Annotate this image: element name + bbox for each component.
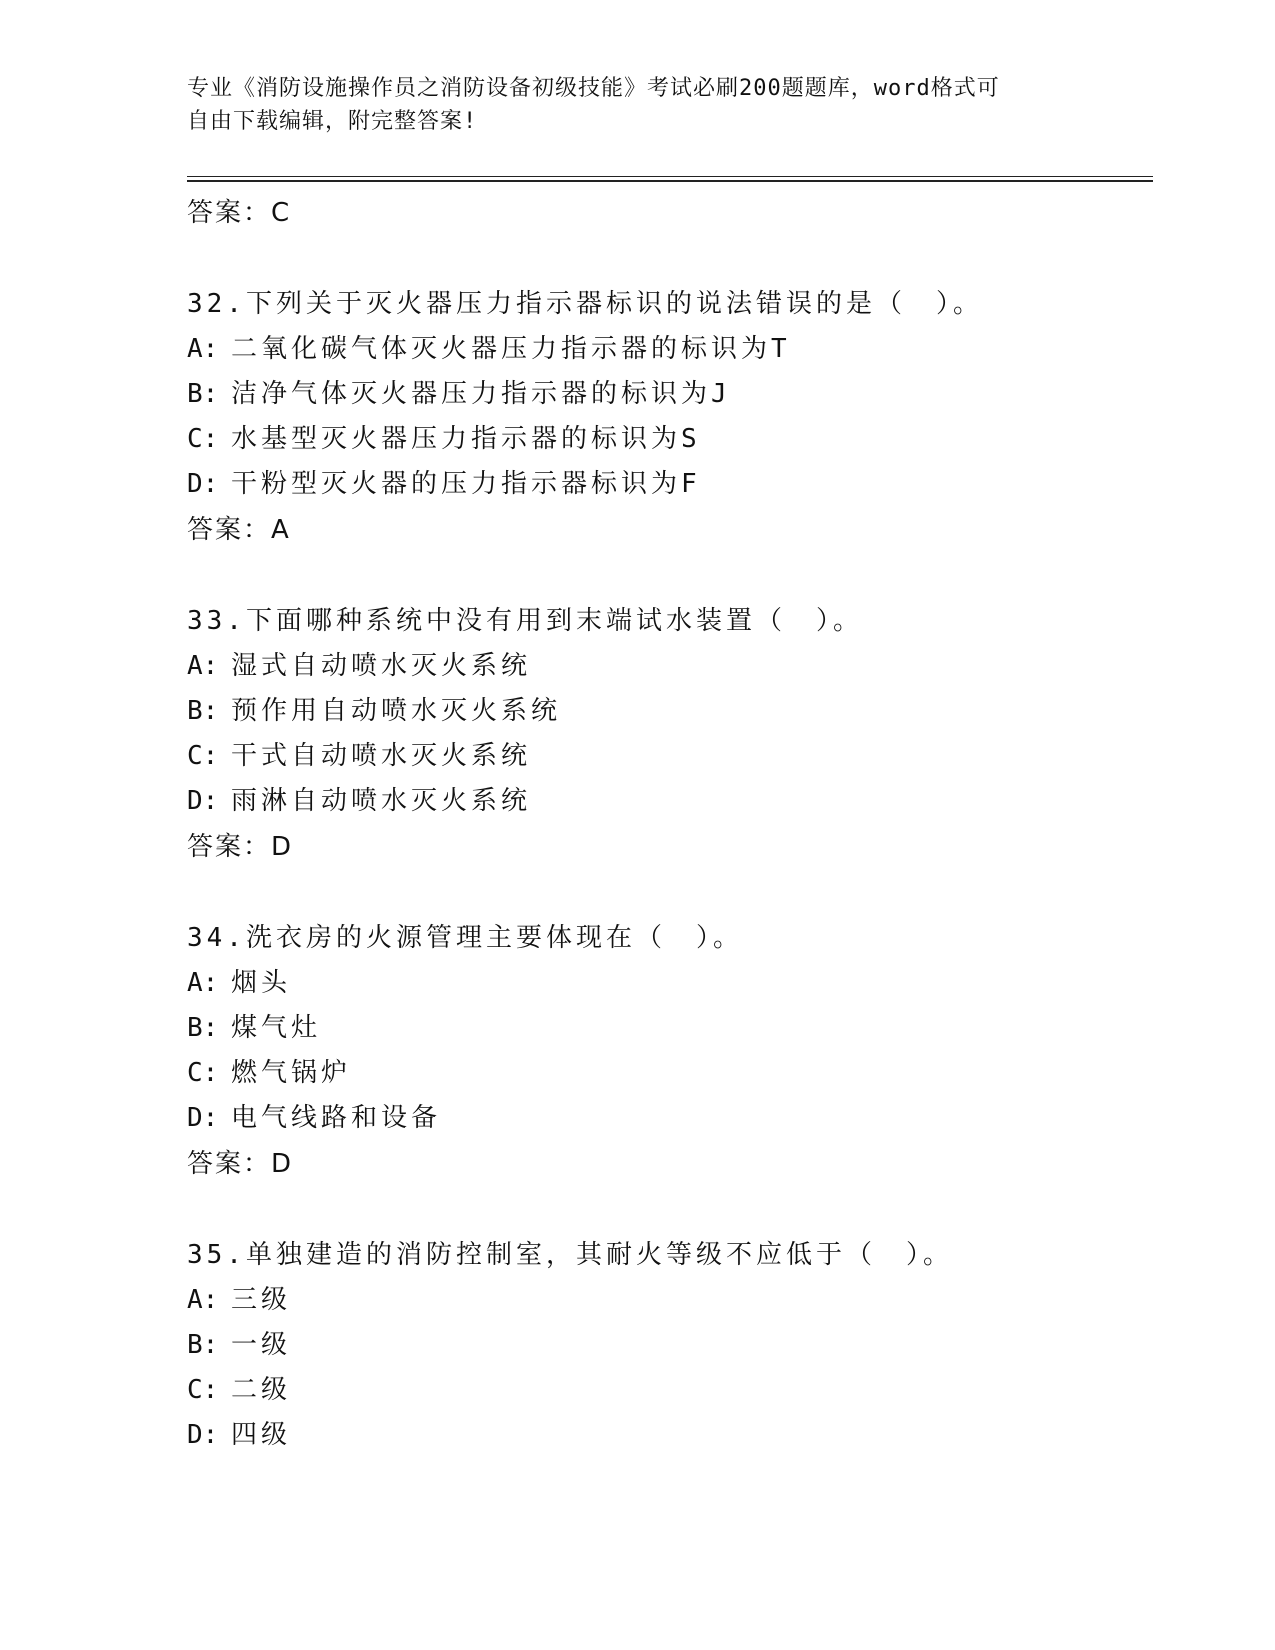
option-text: 四级 (231, 1420, 292, 1450)
option-letter: D: (187, 1103, 219, 1133)
option-text: 一级 (231, 1330, 292, 1360)
question-text: 34.洗衣房的火源管理主要体现在（ ）。 (187, 923, 743, 953)
answer-line: 答案：D (187, 832, 294, 862)
option-c (187, 417, 1153, 462)
option-letter: A: (187, 334, 219, 364)
header-line-1: 专业《消防设施操作员之消防设备初级技能》考试必刷200题题库，word格式可 (187, 76, 1000, 101)
option-text: 干粉型灭火器的压力指示器标识为F (231, 469, 701, 499)
option-c (187, 734, 1153, 779)
option-a (187, 1278, 1153, 1323)
option-letter: B: (187, 379, 219, 409)
option-letter: B: (187, 696, 219, 726)
header-line-2: 自由下载编辑，附完整答案! (187, 109, 478, 134)
option-letter: C: (187, 1375, 219, 1405)
option-text: 燃气锅炉 (231, 1058, 352, 1088)
option-d (187, 1413, 1153, 1458)
option-letter: B: (187, 1330, 219, 1360)
page-header (187, 72, 1067, 138)
option-text: 电气线路和设备 (231, 1103, 442, 1133)
question-block (187, 1233, 1153, 1458)
header-divider-thick (187, 180, 1153, 182)
option-c (187, 1051, 1153, 1096)
option-b (187, 1323, 1153, 1368)
option-b (187, 689, 1153, 734)
option-letter: C: (187, 424, 219, 454)
option-text: 雨淋自动喷水灭火系统 (231, 786, 532, 816)
question-block (187, 599, 1153, 916)
spacer (187, 236, 1153, 282)
option-letter: D: (187, 469, 219, 499)
option-text: 三级 (231, 1285, 292, 1315)
option-text: 煤气灶 (231, 1013, 322, 1043)
option-letter: C: (187, 741, 219, 771)
answer-line: 答案：C (187, 198, 292, 228)
option-d (187, 1096, 1153, 1141)
option-b (187, 372, 1153, 417)
option-letter: A: (187, 651, 219, 681)
answer-line: 答案：A (187, 515, 291, 545)
option-letter: B: (187, 1013, 219, 1043)
spacer (187, 870, 1153, 916)
option-text: 预作用自动喷水灭火系统 (231, 696, 562, 726)
question-text: 32.下列关于灭火器压力指示器标识的说法错误的是（ ）。 (187, 289, 983, 319)
option-d (187, 779, 1153, 824)
spacer (187, 1187, 1153, 1233)
option-text: 干式自动喷水灭火系统 (231, 741, 532, 771)
option-a (187, 644, 1153, 689)
option-text: 水基型灭火器压力指示器的标识为S (231, 424, 701, 454)
option-letter: D: (187, 786, 219, 816)
answer-line: 答案：D (187, 1149, 294, 1179)
option-letter: A: (187, 1285, 219, 1315)
question-text: 35.单独建造的消防控制室，其耐火等级不应低于（ ）。 (187, 1240, 953, 1270)
option-c (187, 1368, 1153, 1413)
spacer (187, 553, 1153, 599)
option-letter: A: (187, 968, 219, 998)
question-list (187, 190, 1153, 1458)
option-d (187, 462, 1153, 507)
option-text: 烟头 (231, 968, 292, 998)
header-divider-thin (187, 176, 1153, 177)
option-letter: D: (187, 1420, 219, 1450)
option-text: 二级 (231, 1375, 292, 1405)
option-a (187, 327, 1153, 372)
option-b (187, 1006, 1153, 1051)
question-text: 33.下面哪种系统中没有用到末端试水装置（ ）。 (187, 606, 863, 636)
question-block (187, 916, 1153, 1233)
option-text: 湿式自动喷水灭火系统 (231, 651, 532, 681)
option-a (187, 961, 1153, 1006)
option-letter: C: (187, 1058, 219, 1088)
question-block (187, 282, 1153, 599)
option-text: 二氧化碳气体灭火器压力指示器的标识为T (231, 334, 791, 364)
option-text: 洁净气体灭火器压力指示器的标识为J (231, 379, 731, 409)
